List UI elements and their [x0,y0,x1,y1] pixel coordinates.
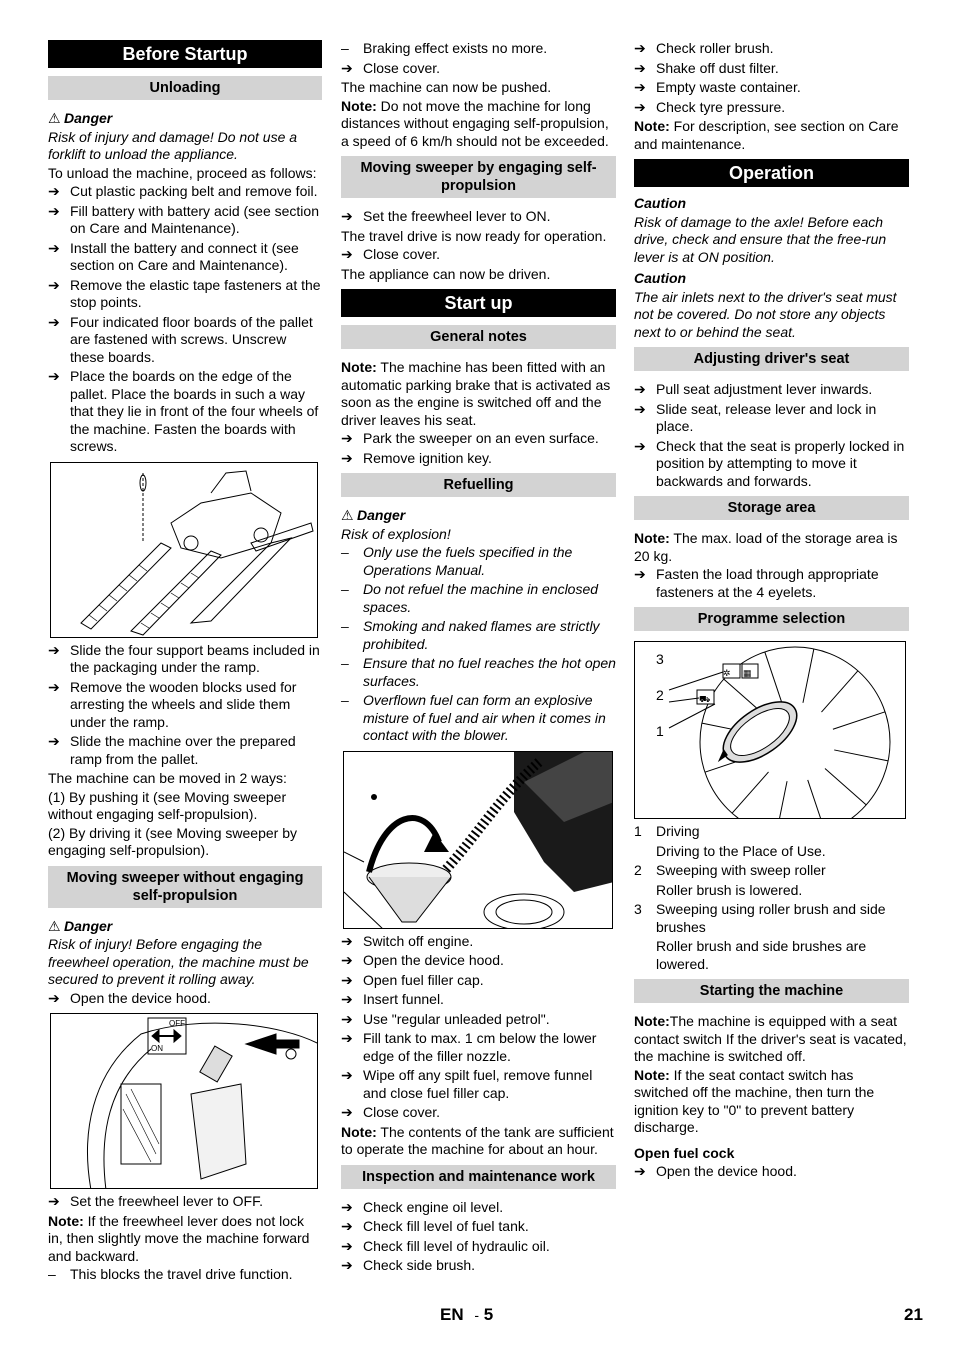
arrow-icon: ➔ [341,59,353,76]
paragraph: (1) By pushing it (see Moving sweeper without engaging self-propulsion). [48,788,287,822]
subsection-title-inspection: Inspection and maintenance work [341,1165,616,1189]
section-title-start-up: Start up [341,289,616,317]
subsection-title-adjusting-seat: Adjusting driver's seat [634,347,909,371]
list-item: ➔ Check that the seat is properly locked in position by attempting to move it backwards and forwards. [634,437,905,489]
list-item: ➔ Use "regular unleaded petrol". [341,1010,550,1027]
list-item: ➔ Remove the wooden blocks used for arresting the wheels and slide them under the ramp. [48,678,297,730]
list-item: – Only use the fuels specified in the Operations Manual. [341,544,573,578]
list-item: ➔ Pull seat adjustment lever inwards. [634,381,873,397]
caution-text: The air inlets next to the driver's seat must not be covered. Do not store any objects next to or behind the seat. [634,288,897,340]
warning-triangle-icon: ⚠ [341,507,354,523]
list-item: ➔ Place the boards on the edge of the pallet. Place the boards in such a way that they lie in front of the four wheels of the machine. Fasten the boards with screws. [48,368,319,454]
column-2 [341,40,616,1277]
list-item: ➔ Cut plastic packing belt and remove foil. [48,183,318,199]
arrow-icon: ➔ [48,1193,60,1209]
arrow-icon: ➔ [48,313,60,330]
note-paragraph: Note: The max. load of the storage area is 20 kg. [634,530,898,564]
dial-segment-line [808,780,825,819]
note-paragraph: Note: Do not move the machine for long distances without engaging self-propulsion, a speed of 6 km/h should not be exceeded. [341,97,609,149]
refuel-steps-list [341,933,616,1122]
list-item: ➔ Four indicated floor boards of the pallet are fastened with screws. Unscrew these boards. [48,313,313,365]
list-item-desc: Roller brush is lowered. [656,881,803,898]
list-item: ➔ Open the device hood. [634,1163,797,1179]
arrow-icon: ➔ [341,430,353,446]
caution-text: Risk of damage to the axle! Before each drive, check and ensure that the free-run lever is at ON position. [634,213,887,265]
arrow-icon: ➔ [341,1218,353,1234]
list-item: ➔ Open the device hood. [341,952,504,968]
refuel-dash-list [341,544,616,745]
arrow-icon: ➔ [341,1067,353,1083]
arrow-icon: ➔ [48,733,60,749]
arrow-icon: ➔ [634,381,646,397]
arrow-icon: ➔ [341,1237,353,1254]
refuelling-funnel-illustration [344,752,613,929]
list-item: ➔ Remove ignition key. [341,449,492,466]
roller-brush-icon: ▦ [743,668,752,678]
list-item: ➔ Switch off engine. [341,932,474,949]
list-item: ➔ Close cover. [341,59,441,76]
dial-segment-line [825,768,866,804]
list-item: ➔ Set the freewheel lever to OFF. [48,1193,263,1209]
caution-heading: Caution [634,195,687,211]
arrow-icon: ➔ [341,1010,353,1027]
arrow-icon: ➔ [48,641,60,658]
list-item: ➔ Open fuel filler cap. [341,971,484,988]
list-item: ➔ Park the sweeper on an even surface. [341,430,599,446]
list-item: – Do not refuel the machine in enclosed spaces. [341,581,599,615]
subsection-title-moving-without: Moving sweeper without engaging self-propulsion [48,866,322,908]
paragraph: The appliance can now be driven. [341,265,551,282]
list-item: ➔ Slide the four support beams included in the packaging under the ramp. [48,641,320,675]
list-item: ➔ Fasten the load through appropriate fasteners at the 4 eyelets. [634,566,879,600]
arrow-icon: ➔ [48,239,60,256]
note-paragraph: Note: If the seat contact switch has switched off the machine, then turn the ignition key to "0" to prevent battery discharge. [634,1066,875,1135]
list-item: – This blocks the travel drive function. [48,1266,293,1282]
paragraph: The travel drive is now ready for operation. [341,227,607,244]
dial-segment-line [776,781,787,819]
list-item: ➔ Remove the elastic tape fasteners at the stop points. [48,276,321,310]
arrow-icon: ➔ [634,59,646,76]
arrow-icon: ➔ [341,1198,353,1215]
callout-2: 2 [656,687,664,703]
arrow-icon: ➔ [341,971,353,988]
side-brush-icon: ✲ [723,668,731,678]
on-label: ON [151,1044,163,1053]
page-number: 21 [904,1305,923,1324]
inspection-steps-list-cont [634,40,909,116]
footer-language: EN - 5 [440,1305,494,1324]
dial-segment-line [803,649,814,703]
danger-text: Risk of injury! Before engaging the freewheel operation, the machine must be secured to prevent it rolling away. [48,936,309,987]
note-paragraph: Note: The contents of the tank are sufficient to operate the machine for about an hour. [341,1123,614,1157]
arrow-icon: ➔ [48,989,60,1006]
arrow-icon: ➔ [48,183,60,199]
seat-steps-list [634,381,909,490]
list-item: 1 Driving [634,823,700,839]
section-title-operation: Operation [634,159,909,187]
programme-list [634,823,909,973]
subsection-title-general-notes: General notes [341,325,616,349]
dash-icon: – [341,544,349,560]
danger-text: Risk of explosion! [341,525,451,542]
note-paragraph: Note:The machine is equipped with a seat contact switch If the driver's seat is vacated, the machine is switched off. [634,1013,907,1064]
danger-heading: ⚠ Danger [48,110,113,126]
list-item: ➔ Close cover. [341,246,441,262]
arrow-icon: ➔ [341,991,353,1007]
subsection-title-programme-selection: Programme selection [634,607,909,631]
arrow-icon: ➔ [48,678,60,695]
note-paragraph: Note: The machine has been fitted with an automatic parking brake that is activated as soon as the engine is switched off and the driver leaves his seat. [341,359,611,428]
arrow-icon: ➔ [341,1030,353,1046]
freewheel-lever-illustration [51,1014,318,1189]
off-label: OFF [169,1019,185,1028]
arrow-icon: ➔ [634,40,646,56]
arrow-icon: ➔ [634,400,646,417]
list-item-desc: Roller brush and side brushes are lowered. [656,938,867,972]
list-item: ➔ Slide seat, release lever and lock in place. [634,400,877,434]
arrow-icon: ➔ [341,246,353,262]
arrow-icon: ➔ [48,368,60,384]
list-item: ➔ Check fill level of fuel tank. [341,1218,529,1234]
arrow-icon: ➔ [341,952,353,968]
dash-icon: – [341,40,349,56]
subsection-title-unloading: Unloading [48,76,322,100]
column-1 [48,40,322,1286]
danger-text: Risk of injury and damage! Do not use a forklift to unload the appliance. [48,128,298,162]
drive-icon: ⛟ [699,694,711,704]
arrow-icon: ➔ [341,932,353,949]
list-item: ➔ Check tyre pressure. [634,98,786,115]
dial-segment-line [834,750,888,761]
subsection-title-moving-with: Moving sweeper by engaging self-propulsion [341,156,616,198]
list-item-desc: Driving to the Place of Use. [656,842,826,859]
unload-steps-list [48,183,322,456]
dial-segment-line [821,671,857,712]
dial-segment-line [833,712,885,729]
list-item: ➔ Insert funnel. [341,991,444,1007]
note-paragraph: Note: If the freewheel lever does not lock in, then slightly move the machine forward and backward. [48,1212,310,1264]
list-item: ➔ Open the device hood. [48,989,211,1006]
dash-icon: – [48,1266,56,1282]
paragraph: To unload the machine, proceed as follows: [48,164,317,181]
list-item: ➔ Check fill level of hydraulic oil. [341,1237,550,1254]
programme-dial-illustration [635,642,906,819]
figure-pallet-ramp [50,462,318,638]
open-fuel-cock-heading: Open fuel cock [634,1144,735,1161]
paragraph: (2) By driving it (see Moving sweeper by engaging self-propulsion). [48,824,297,858]
arrow-icon: ➔ [48,202,60,219]
figure-programme-dial [634,641,906,819]
arrow-icon: ➔ [634,566,646,582]
arrow-icon: ➔ [634,98,646,115]
danger-heading: ⚠ Danger [48,917,113,934]
arrow-icon: ➔ [341,449,353,466]
list-item: ➔ Slide the machine over the prepared ramp from the pallet. [48,733,296,767]
list-item: ➔ Wipe off any spilt fuel, remove funnel and close fuel filler cap. [341,1067,593,1101]
warning-triangle-icon: ⚠ [48,110,61,126]
dash-icon: – [341,655,349,671]
list-item: ➔ Check side brush. [341,1257,476,1273]
figure-refuelling-funnel [343,751,613,929]
arrow-icon: ➔ [341,208,353,224]
callout-3: 3 [656,651,664,667]
arrow-icon: ➔ [341,1257,353,1273]
dash-icon: – [341,581,349,597]
dash-icon: – [341,692,349,708]
list-item: – Overflown fuel can form an explosive misture of fuel and air when it comes in contact with the blower. [341,692,606,743]
subsection-title-starting: Starting the machine [634,979,909,1003]
list-item: – Smoking and naked flames are strictly prohibited. [341,618,600,652]
list-item: 2 Sweeping with sweep roller [634,862,826,878]
list-item: ➔ Close cover. [341,1104,441,1120]
dial-segment-line [765,652,782,704]
pallet-ramp-illustration [51,463,318,638]
list-item: 3 Sweeping using roller brush and side brushes [634,901,886,935]
arrow-icon: ➔ [634,79,646,95]
paragraph: The machine can now be pushed. [341,79,552,95]
list-item: ➔ Fill battery with battery acid (see section on Care and Maintenance). [48,202,319,236]
list-item: ➔ Set the freewheel lever to ON. [341,208,551,224]
list-item: ➔ Check engine oil level. [341,1198,504,1215]
danger-heading: ⚠ Danger [341,507,406,523]
list-item: ➔ Empty waste container. [634,79,801,95]
list-item: – Ensure that no fuel reaches the hot open surfaces. [341,655,616,689]
arrow-icon: ➔ [634,437,646,454]
callout-1: 1 [656,723,664,739]
dial-segment-line [732,772,768,813]
list-item: ➔ Check roller brush. [634,40,774,56]
column-3 [634,40,909,1183]
list-item: ➔ Install the battery and connect it (see section on Care and Maintenance). [48,239,299,273]
section-title-before-startup: Before Startup [48,40,322,68]
warning-triangle-icon: ⚠ [48,917,61,934]
list-item: ➔ Fill tank to max. 1 cm below the lower edge of the filler nozzle. [341,1030,597,1064]
arrow-icon: ➔ [634,1163,646,1179]
caution-heading: Caution [634,270,687,286]
subsection-title-refuelling: Refuelling [341,473,616,497]
unload-steps-list-2 [48,642,322,769]
dash-icon: – [341,618,349,634]
list-item: – Braking effect exists no more. [341,40,548,56]
list-item: ➔ Shake off dust filter. [634,59,779,76]
figure-freewheel-lever [50,1013,318,1189]
arrow-icon: ➔ [341,1104,353,1120]
inspection-steps-list [341,1199,616,1275]
paragraph: The machine can be moved in 2 ways: [48,770,287,786]
arrow-icon: ➔ [48,276,60,293]
subsection-title-storage-area: Storage area [634,496,909,520]
note-paragraph: Note: For description, see section on Care and maintenance. [634,118,899,152]
